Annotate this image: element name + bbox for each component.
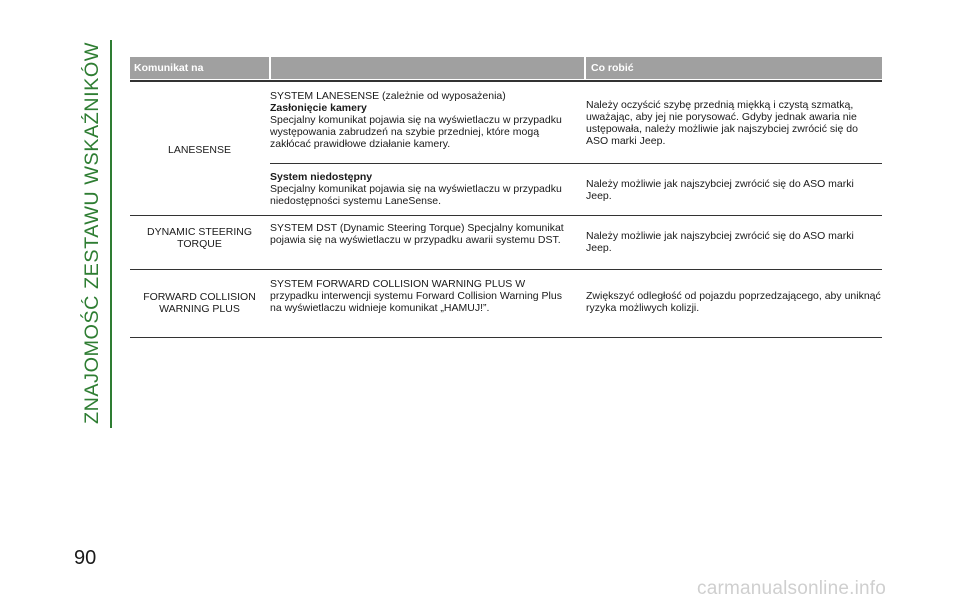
row-action: Należy oczyścić szybę przednią miękką i czystą szmatką, uważając, aby jej nie porysować. Gdyby jednak awaria nie ustępowała, należy możliwie jak najszybciej zwrócić się do ASO marki Jeep.	[586, 99, 858, 147]
row-label: DYNAMIC STEERING TORQUE	[146, 226, 252, 250]
row-description	[270, 90, 575, 150]
table-row-lanesense	[130, 82, 882, 216]
header-action-column: Co robić	[586, 57, 882, 79]
row-action: Zwiększyć odległość od pojazdu poprzedzającego, aby uniknąć ryzyka możliwych kolizji.	[586, 290, 881, 314]
watermark: carmanualsonline.info	[697, 578, 887, 599]
section-side-title	[76, 40, 106, 430]
sub-divider	[270, 163, 882, 164]
description-heading: SYSTEM LANESENSE (zależnie od wyposażenia)	[270, 90, 506, 102]
warning-messages-table	[130, 57, 882, 338]
row-label: FORWARD COLLISION WARNING PLUS	[143, 291, 256, 315]
row-action: Należy możliwie jak najszybciej zwrócić się do ASO marki Jeep.	[586, 230, 854, 254]
row-description	[270, 171, 575, 207]
row-description: SYSTEM FORWARD COLLISION WARNING PLUS W przypadku interwencji systemu Forward Collision Warning Plus na wyświetlaczu widnieje komunikat „HAMUJ!”.	[270, 278, 562, 314]
header-message-column: Komunikat na wyświetlaczu	[130, 57, 269, 79]
row-label: LANESENSE	[167, 144, 232, 156]
page-number: 90	[74, 547, 97, 569]
description-subheading: Zasłonięcie kamery	[270, 102, 367, 114]
table-row-fcw-plus	[130, 270, 882, 338]
side-accent-line	[110, 40, 112, 428]
description-text: Specjalny komunikat pojawia się na wyświetlaczu w przypadku występowania zabrudzeń na szybie przedniej, które mogą zakłócać prawidłowe działanie kamery.	[270, 114, 562, 150]
row-action: Należy możliwie jak najszybciej zwrócić się do ASO marki Jeep.	[586, 178, 854, 202]
description-text: Specjalny komunikat pojawia się na wyświetlaczu w przypadku niedostępności systemu LaneSense.	[270, 183, 562, 207]
row-description: SYSTEM DST (Dynamic Steering Torque) Specjalny komunikat pojawia się na wyświetlaczu w przypadku awarii systemu DST.	[270, 222, 564, 246]
side-title-text: ZNAJOMOŚĆ ZESTAWU WSKAŹNIKÓW	[82, 57, 103, 424]
header-description-column	[271, 57, 584, 79]
table-row-dst	[130, 216, 882, 270]
description-subheading: System niedostępny	[270, 171, 373, 183]
